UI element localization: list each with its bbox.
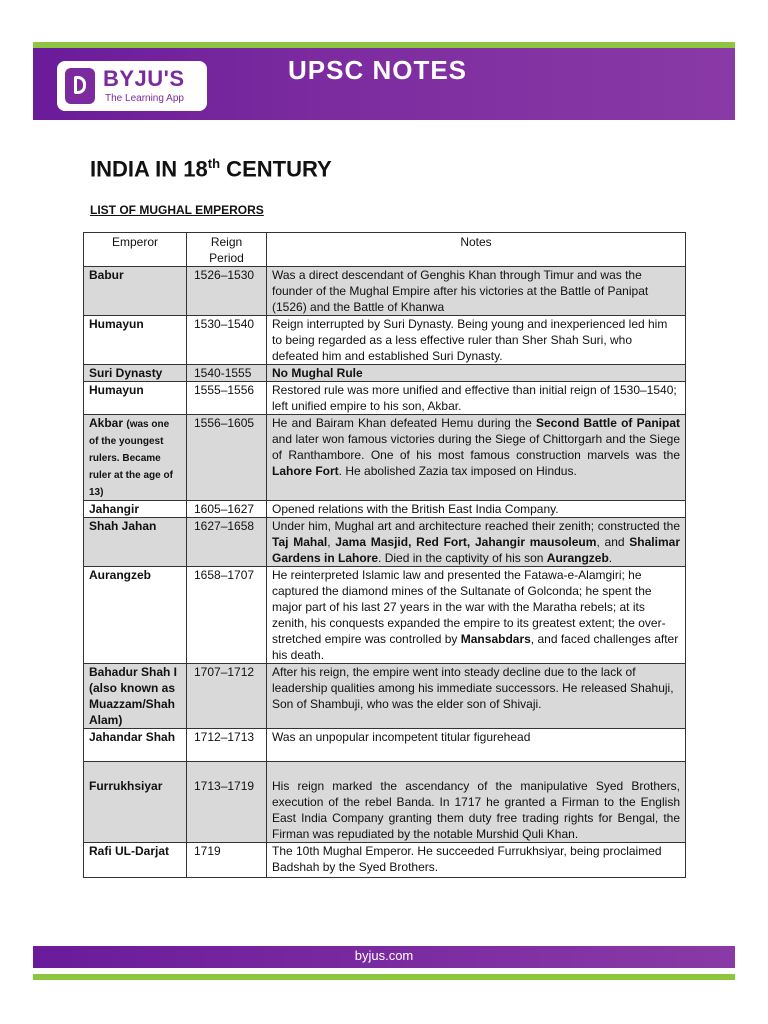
table-row <box>84 316 686 365</box>
notes-cell: He and Bairam Khan defeated Hemu during the Second Battle of Panipat and later won famous victories during the Siege of Chittorgarh and the Siege of Ranthambore. One of his most famous construction marvels was the Lahore Fort. He abolished Zazia tax imposed on Hindus. <box>267 415 686 501</box>
emperor-cell: Bahadur Shah I (also known as Muazzam/Shah Alam) <box>84 664 187 729</box>
notes-cell: Opened relations with the British East India Company. <box>267 501 686 518</box>
table-row <box>84 567 686 664</box>
period-cell: 1530–1540 <box>187 316 267 365</box>
footer-url: byjus.com <box>354 948 414 963</box>
period-cell: 1540-1555 <box>187 365 267 382</box>
notes-cell: Was a direct descendant of Genghis Khan through Timur and was the founder of the Mughal Empire after his victories at the Battle of Panipat (1526) and the Battle of Khanwa <box>267 267 686 316</box>
header-emperor: Emperor <box>84 233 187 267</box>
table-row <box>84 843 686 878</box>
period-cell: 1713–1719 <box>187 762 267 843</box>
notes-cell: No Mughal Rule <box>267 365 686 382</box>
table-row <box>84 267 686 316</box>
logo-tagline: The Learning App <box>105 93 184 104</box>
emperor-cell: Aurangzeb <box>84 567 187 664</box>
byjus-logo-icon <box>65 68 95 104</box>
table-row <box>84 415 686 501</box>
emperor-cell: Shah Jahan <box>84 518 187 567</box>
emperor-cell: Babur <box>84 267 187 316</box>
table-header-row <box>84 233 686 267</box>
emperor-cell: Humayun <box>84 382 187 415</box>
period-cell: 1526–1530 <box>187 267 267 316</box>
table-row <box>84 729 686 762</box>
header-title: UPSC NOTES <box>288 55 468 85</box>
emperor-cell: Jahangir <box>84 501 187 518</box>
logo-name: BYJU'S <box>103 66 185 91</box>
header-notes: Notes <box>267 233 686 267</box>
emperor-cell: Rafi UL-Darjat <box>84 843 187 878</box>
notes-cell: He reinterpreted Islamic law and presented the Fatawa-e-Alamgiri; he captured the diamond mines of the Sultanate of Golconda; he spent the major part of his last 27 years in the war with the Maratha rebels; at its zenith, his conquests expanded the empire to its greatest extent; the over-stretched empire was controlled by Mansabdars, and faced challenges after his death. <box>267 567 686 664</box>
page-title: INDIA IN 18th CENTURY <box>90 156 332 182</box>
notes-cell: After his reign, the empire went into steady decline due to the lack of leadership qualities among his immediate successors. He released Shahuji, Son of Shambuji, who was the elder son of Shivaji. <box>267 664 686 729</box>
notes-cell: The 10th Mughal Emperor. He succeeded Furrukhsiyar, being proclaimed Badshah by the Syed Brothers. <box>267 843 686 878</box>
emperor-cell: Humayun <box>84 316 187 365</box>
table-row <box>84 518 686 567</box>
emperor-cell: Akbar (was one of the youngest rulers. Became ruler at the age of 13) <box>84 415 187 501</box>
period-cell: 1555–1556 <box>187 382 267 415</box>
period-cell: 1712–1713 <box>187 729 267 762</box>
table-row <box>84 762 686 843</box>
header-reign-period: Reign Period <box>187 233 267 267</box>
period-cell: 1556–1605 <box>187 415 267 501</box>
emperor-cell: Suri Dynasty <box>84 365 187 382</box>
table-row <box>84 501 686 518</box>
footer-accent-stripe <box>33 974 735 980</box>
emperor-cell: Jahandar Shah <box>84 729 187 762</box>
section-subtitle: LIST OF MUGHAL EMPERORS <box>90 203 264 217</box>
period-cell: 1627–1658 <box>187 518 267 567</box>
emperor-cell: Furrukhsiyar <box>84 762 187 843</box>
period-cell: 1719 <box>187 843 267 878</box>
notes-cell: Restored rule was more unified and effective than initial reign of 1530–1540; left unified empire to his son, Akbar. <box>267 382 686 415</box>
table-row <box>84 664 686 729</box>
table-row <box>84 365 686 382</box>
byjus-logo <box>57 61 207 111</box>
notes-cell: Was an unpopular incompetent titular figurehead <box>267 729 686 762</box>
table-row <box>84 382 686 415</box>
notes-cell: Reign interrupted by Suri Dynasty. Being young and inexperienced led him to being regarded as a less effective ruler than Sher Shah Suri, who defeated him and established Suri Dynasty. <box>267 316 686 365</box>
mughal-emperors-table <box>83 232 686 878</box>
notes-cell: Under him, Mughal art and architecture reached their zenith; constructed the Taj Mahal, Jama Masjid, Red Fort, Jahangir mausoleum, and Shalimar Gardens in Lahore. Died in the captivity of his son Aurangzeb. <box>267 518 686 567</box>
notes-cell: His reign marked the ascendancy of the manipulative Syed Brothers, execution of the rebel Banda. In 1717 he granted a Firman to the English East India Company granting them duty free trading rights for Bengal, the Firman was repudiated by the notable Murshid Quli Khan. <box>267 762 686 843</box>
period-cell: 1707–1712 <box>187 664 267 729</box>
period-cell: 1658–1707 <box>187 567 267 664</box>
period-cell: 1605–1627 <box>187 501 267 518</box>
